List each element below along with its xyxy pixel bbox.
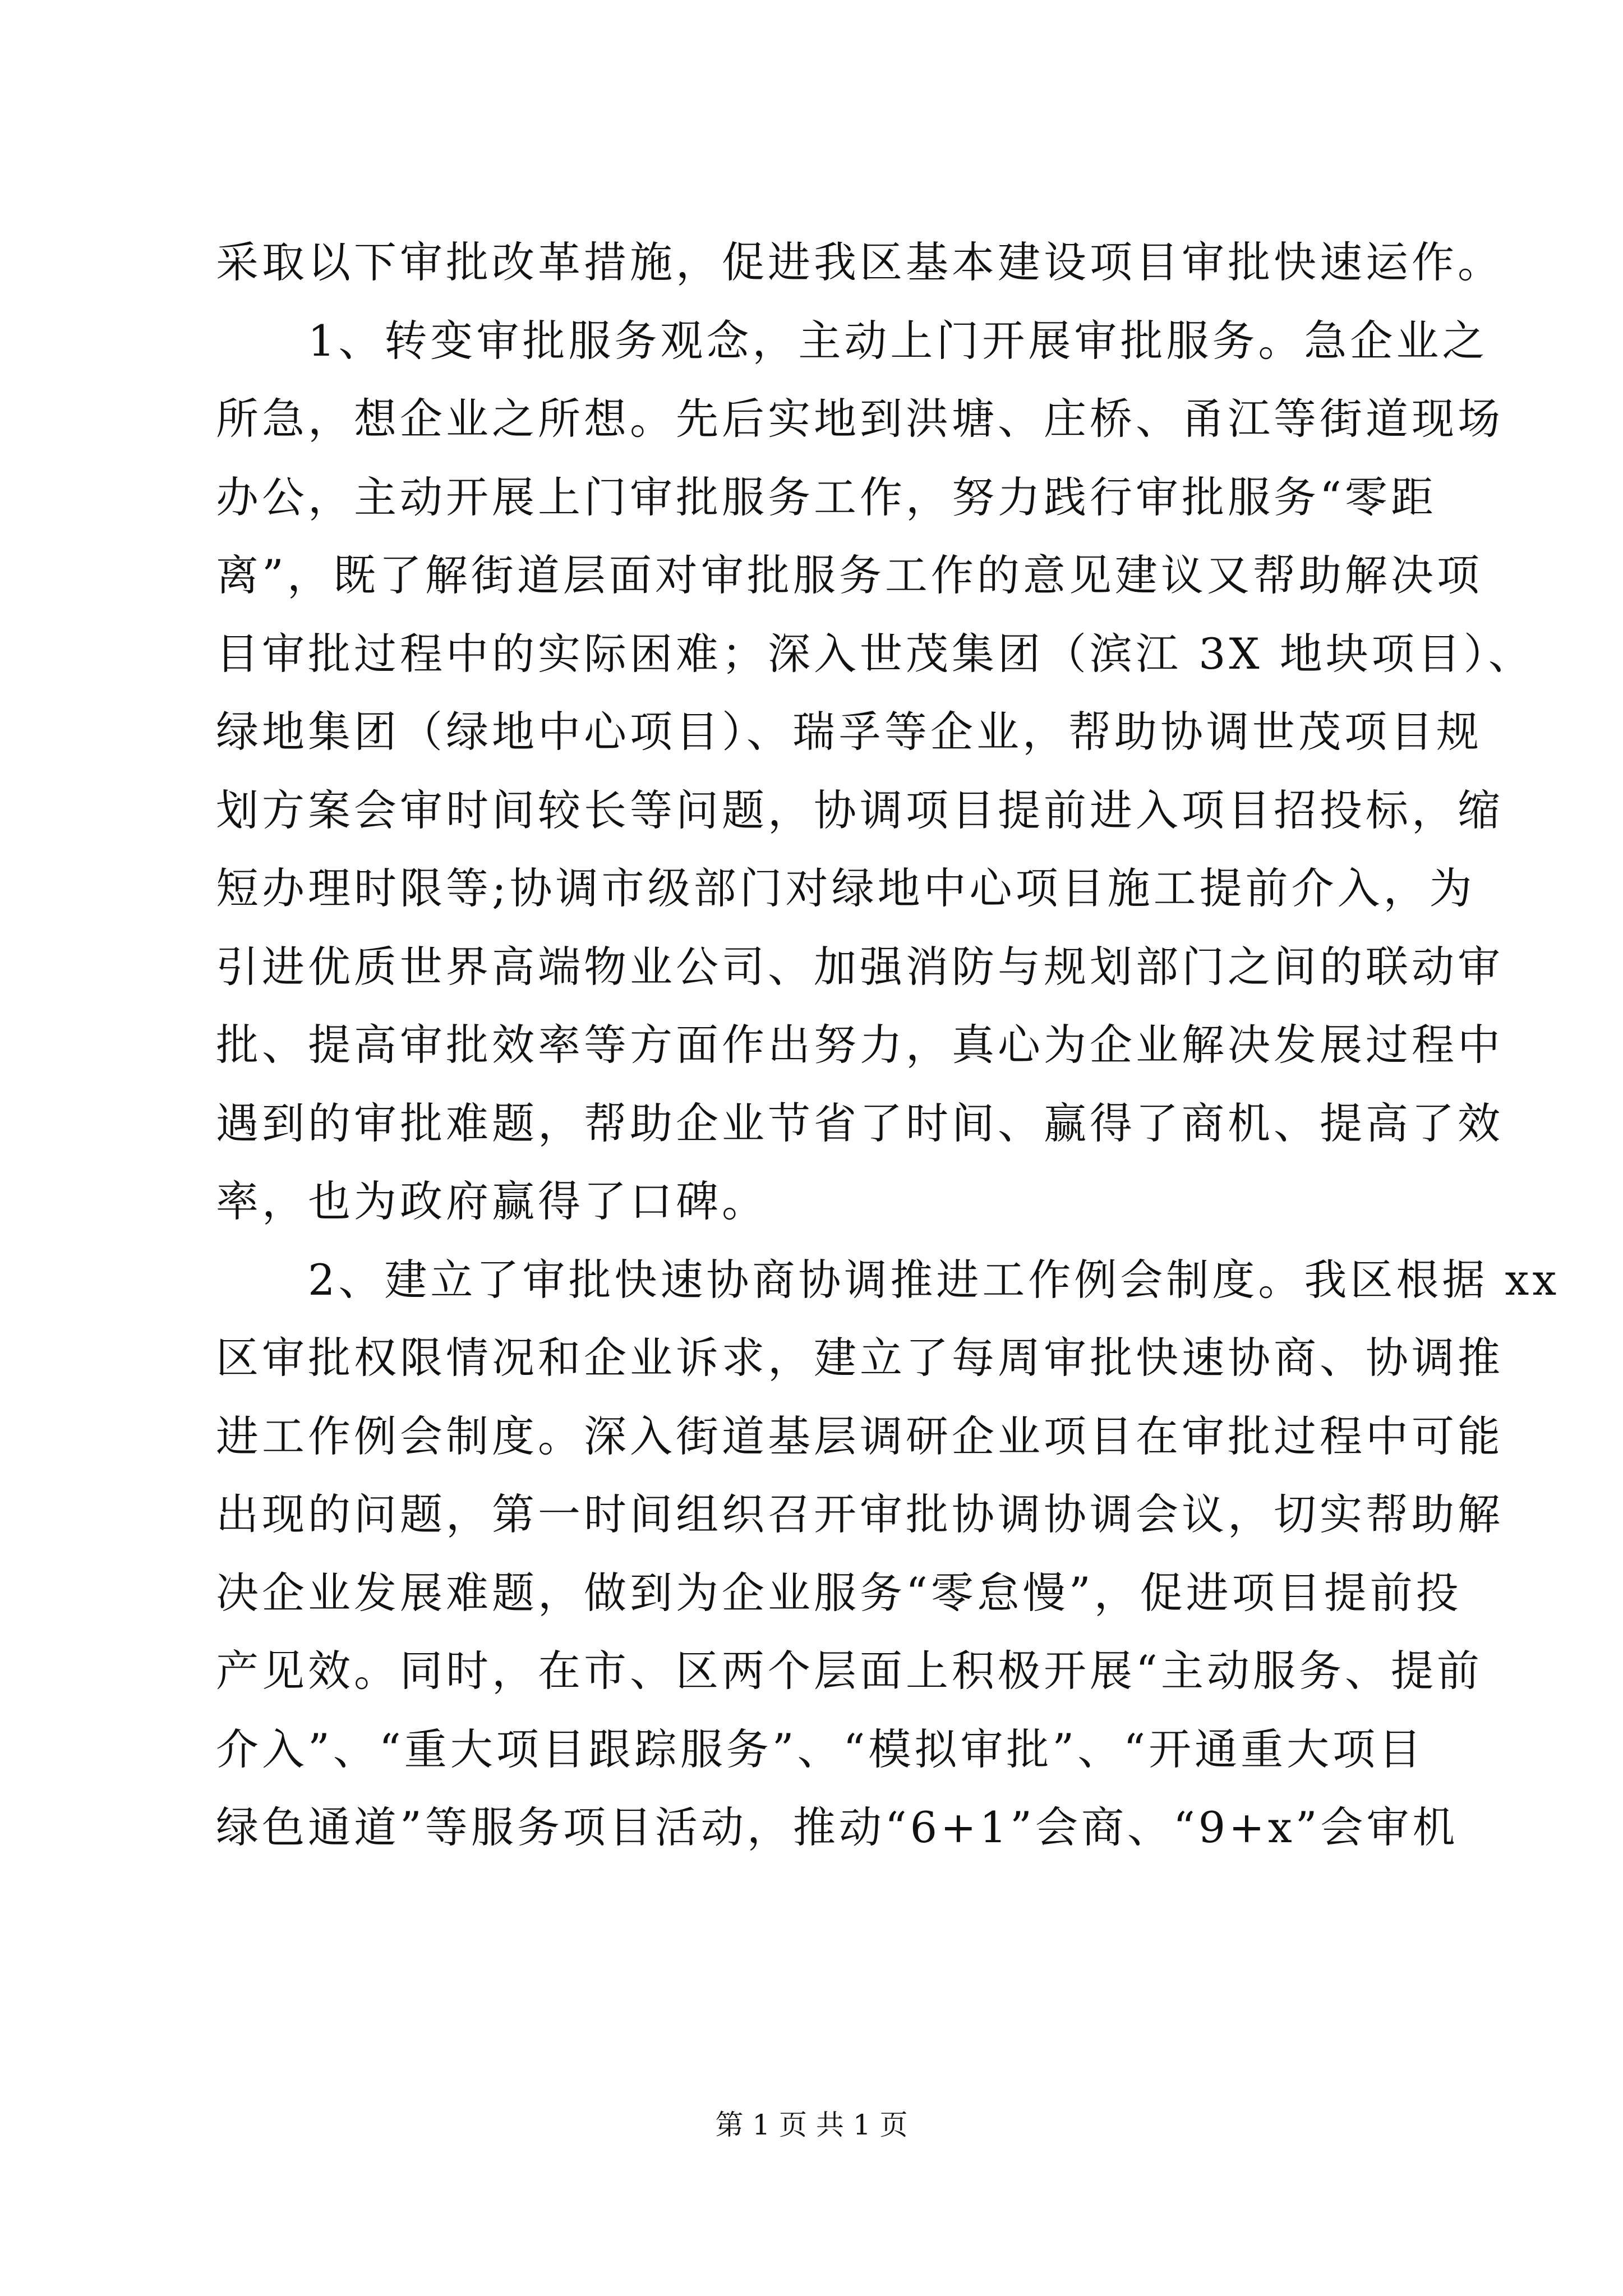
text-line: 目审批过程中的实际困难；深入世茂集团（滨江 3X 地块项目）、 xyxy=(216,628,1534,679)
document-body xyxy=(216,223,1560,1867)
text-line: 区审批权限情况和企业诉求，建立了每周审批快速协商、协调推 xyxy=(216,1333,1504,1383)
text-line: 率，也为政府赢得了口碑。 xyxy=(216,1176,768,1226)
text-line: 出现的问题，第一时间组织召开审批协调协调会议，切实帮助解 xyxy=(216,1489,1504,1539)
text-line: 短办理时限等;协调市级部门对绿地中心项目施工提前介入，为 xyxy=(216,863,1476,913)
text-line: 离”，既了解街道层面对审批服务工作的意见建议又帮助解决项 xyxy=(216,550,1483,600)
text-line: 1、转变审批服务观念，主动上门开展审批服务。急企业之 xyxy=(216,315,1488,366)
text-line: 2、建立了审批快速协商协调推进工作例会制度。我区根据 xx xyxy=(216,1254,1560,1305)
text-line: 引进优质世界高端物业公司、加强消防与规划部门之间的联动审 xyxy=(216,941,1504,992)
text-line: 绿色通道”等服务项目活动，推动“6+1”会商、“9+x”会审机 xyxy=(216,1802,1459,1852)
text-line: 划方案会审时间较长等问题，协调项目提前进入项目招投标，缩 xyxy=(216,785,1504,835)
text-line: 进工作例会制度。深入街道基层调研企业项目在审批过程中可能 xyxy=(216,1411,1504,1461)
text-line: 介入”、“重大项目跟踪服务”、“模拟审批”、“开通重大项目 xyxy=(216,1724,1425,1774)
text-line: 绿地集团（绿地中心项目）、瑞孚等企业，帮助协调世茂项目规 xyxy=(216,707,1482,757)
text-line: 决企业发展难题，做到为企业服务“零怠慢”，促进项目提前投 xyxy=(216,1567,1462,1618)
text-line: 产见效。同时，在市、区两个层面上积极开展“主动服务、提前 xyxy=(216,1646,1483,1696)
text-line: 遇到的审批难题，帮助企业节省了时间、赢得了商机、提高了效 xyxy=(216,1098,1504,1148)
page-number-label: 第 1 页 共 1 页 xyxy=(715,2109,908,2141)
text-line: 批、提高审批效率等方面作出努力，真心为企业解决发展过程中 xyxy=(216,1020,1504,1070)
text-line: 采取以下审批改革措施，促进我区基本建设项目审批快速运作。 xyxy=(216,237,1504,287)
text-line: 所急，想企业之所想。先后实地到洪塘、庄桥、甬江等街道现场 xyxy=(216,394,1504,444)
text-line: 办公，主动开展上门审批服务工作，努力践行审批服务“零距 xyxy=(216,472,1437,522)
page-footer xyxy=(0,2108,1623,2142)
